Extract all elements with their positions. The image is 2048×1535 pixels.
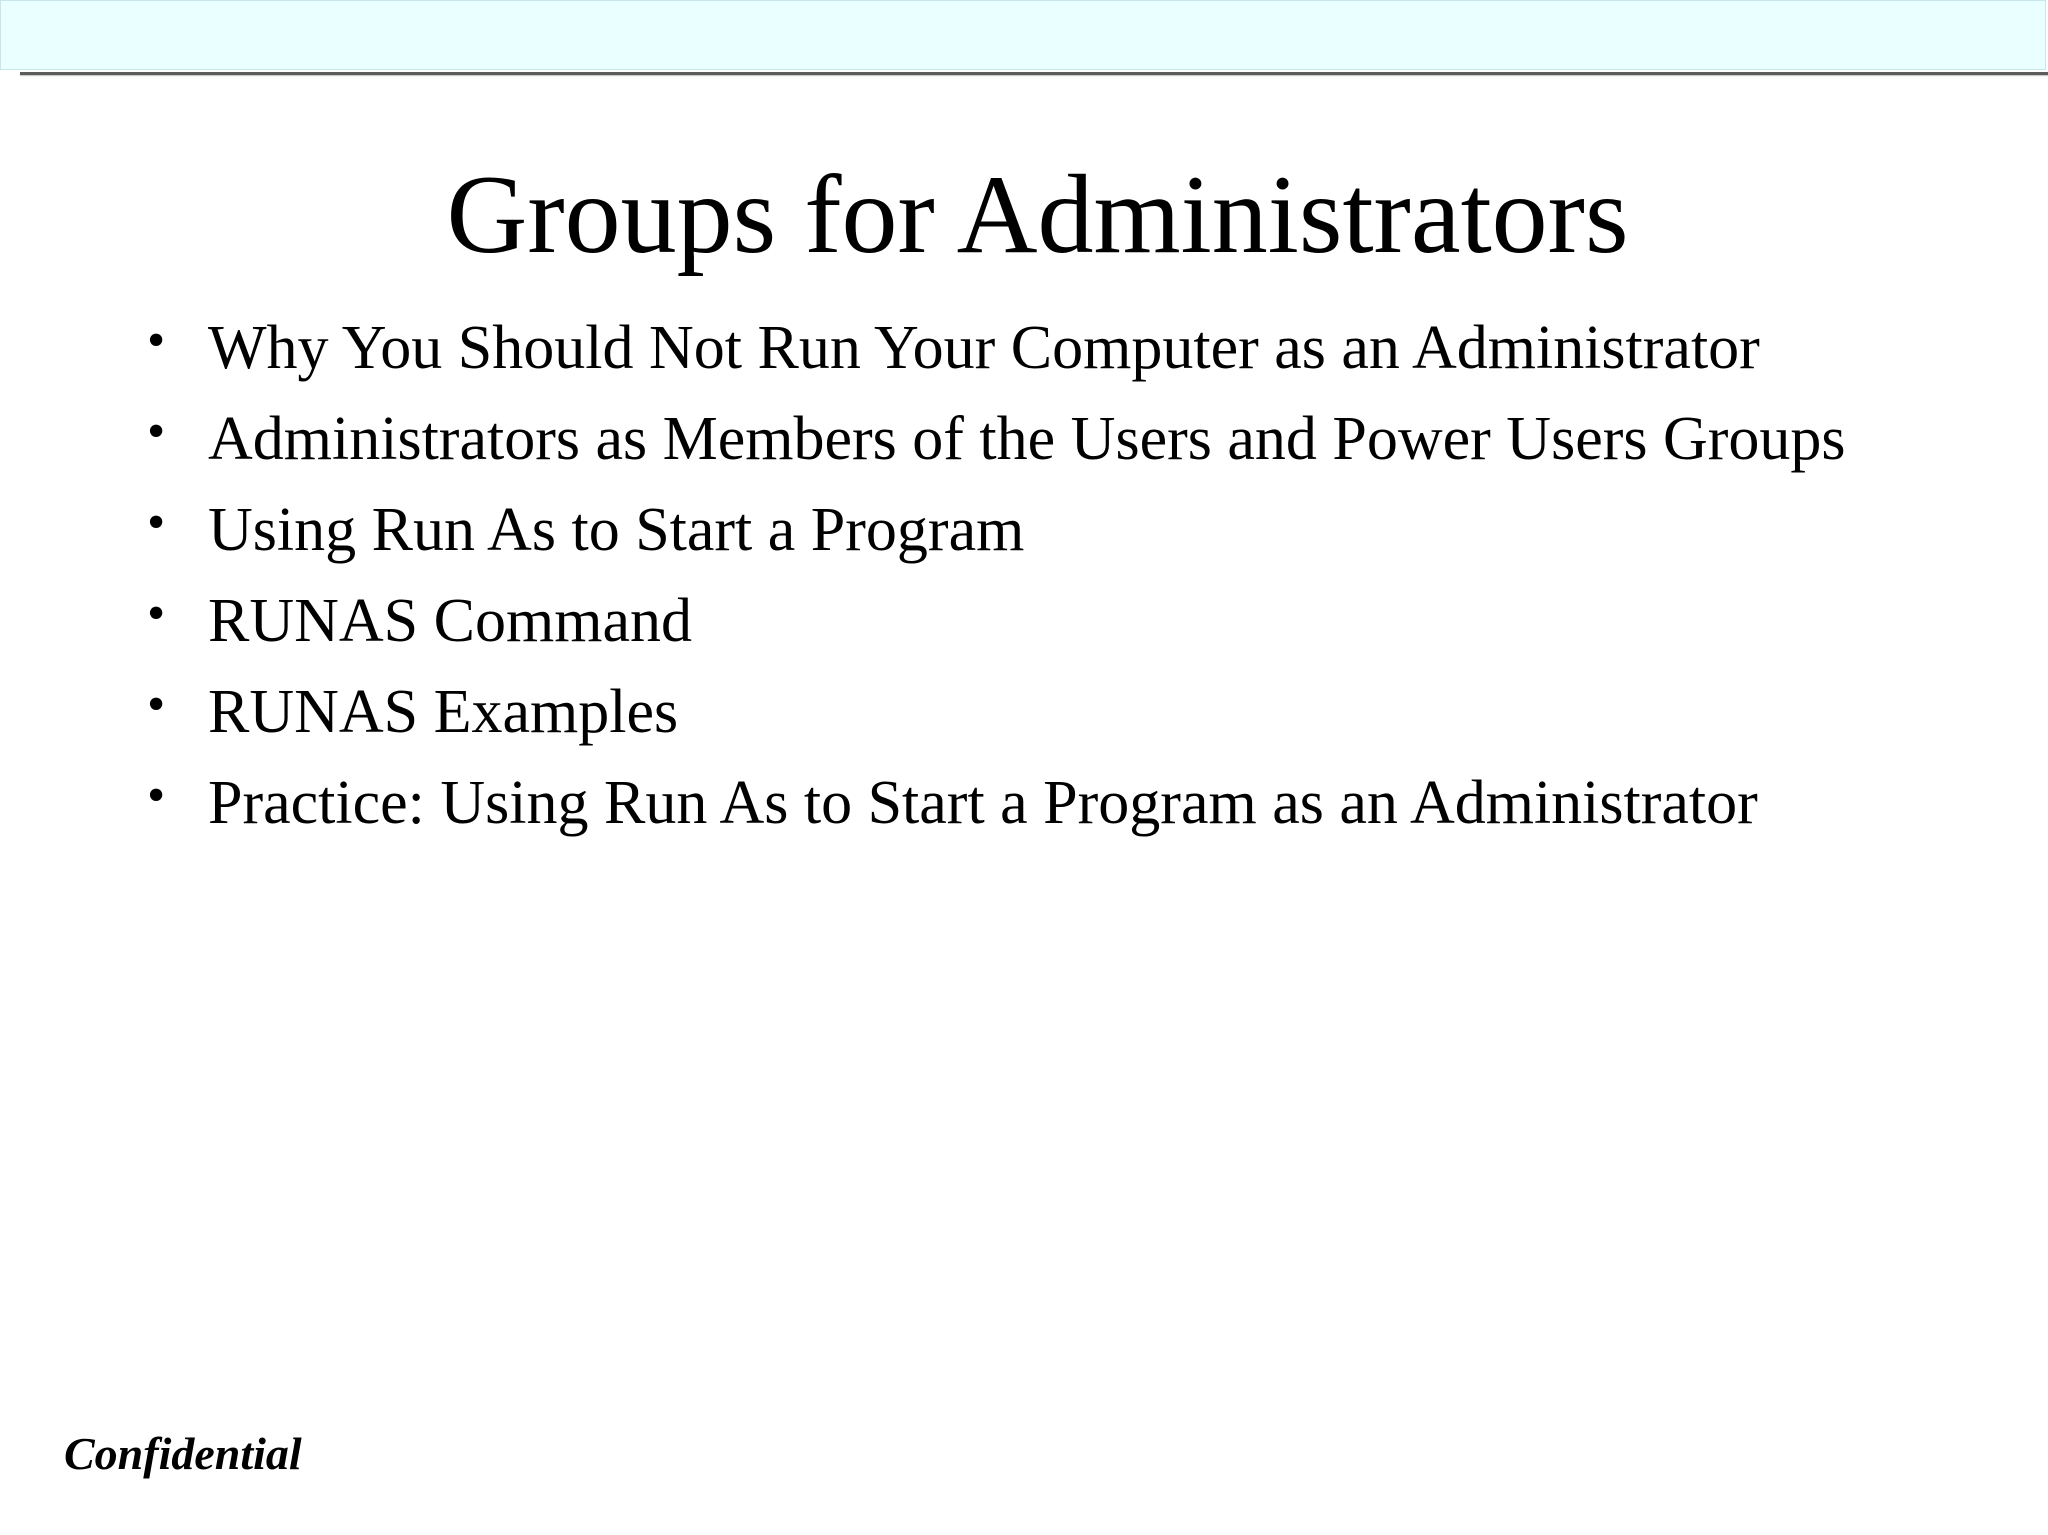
bullet-text: Using Run As to Start a Program	[208, 496, 1025, 564]
bullet-text: RUNAS Examples	[208, 678, 679, 746]
header-divider	[20, 72, 2048, 75]
bullet-dot-icon: •	[147, 494, 166, 551]
bullet-dot-icon: •	[147, 676, 166, 733]
bullet-dot-icon: •	[147, 585, 166, 642]
footer-confidential-label: Confidential	[64, 1428, 302, 1479]
bullet-text: Practice: Using Run As to Start a Program as an Administrator	[208, 769, 1758, 837]
bullet-dot-icon: •	[147, 403, 166, 460]
slide-title: Groups for Administrators	[446, 153, 1629, 277]
bullet-text: Administrators as Members of the Users and Power Users Groups	[208, 405, 1846, 473]
bullet-text: Why You Should Not Run Your Computer as an Administrator	[208, 314, 1760, 382]
bullet-text: RUNAS Command	[208, 587, 692, 655]
bullet-dot-icon: •	[147, 312, 166, 369]
header-band	[0, 0, 2046, 70]
bullet-dot-icon: •	[147, 767, 166, 824]
